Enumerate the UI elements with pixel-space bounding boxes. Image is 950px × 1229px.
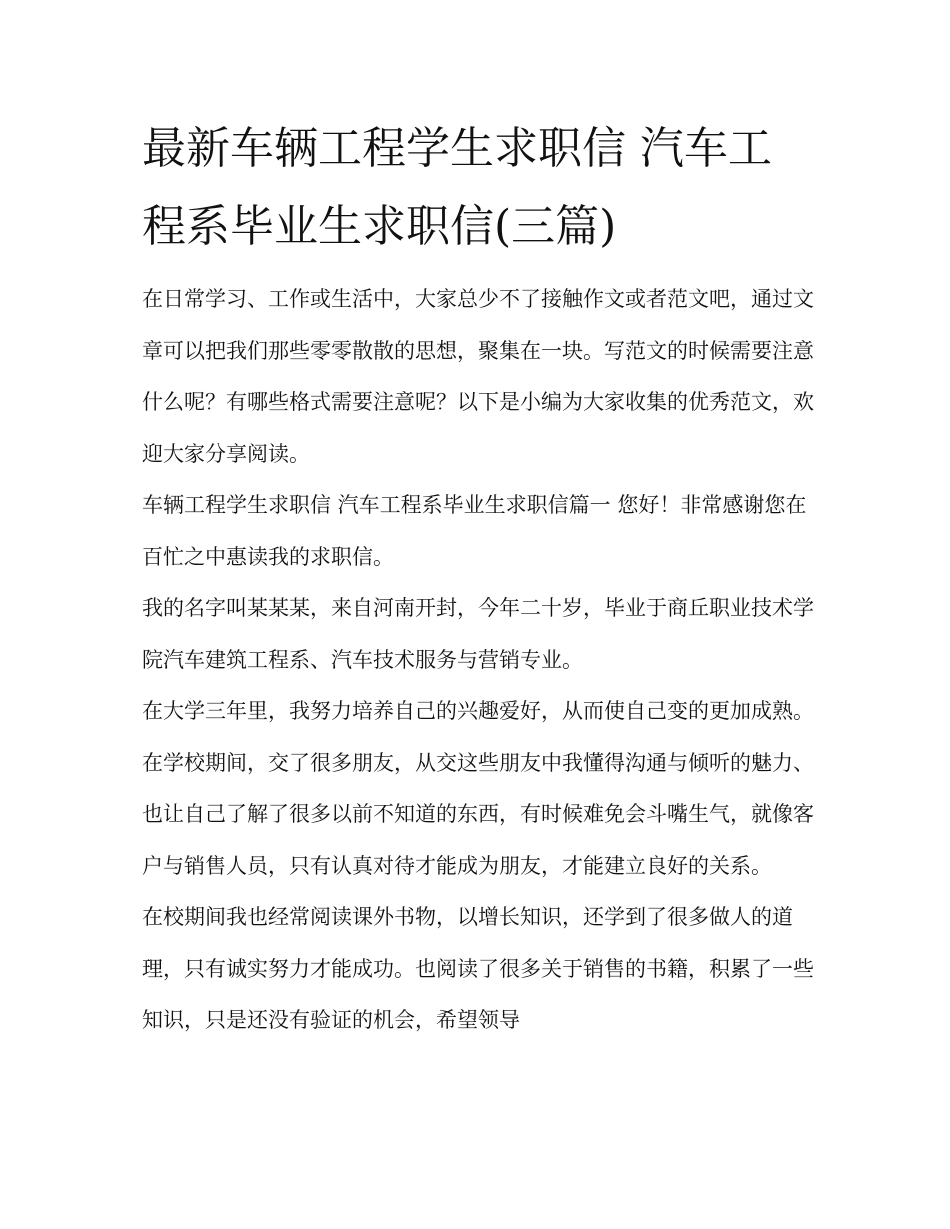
document-title: 最新车辆工程学生求职信 汽车工程系毕业生求职信(三篇) bbox=[142, 123, 772, 252]
paragraph-intro: 在日常学习、工作或生活中，大家总少不了接触作文或者范文吧，通过文章可以把我们那些零零散散的思想，聚集在一块。写范文的时候需要注意什么呢？有哪些格式需要注意呢？以下是小编为大家收集的优秀范文，欢迎大家分享阅读。 bbox=[142, 287, 814, 466]
paragraph-reading: 在校期间我也经常阅读课外书物，以增长知识，还学到了很多做人的道理，只有诚实努力才能成功。也阅读了很多关于销售的书籍，积累了一些知识，只是还没有验证的机会，希望领导 bbox=[142, 905, 814, 1032]
document-page bbox=[142, 110, 814, 1047]
paragraph-self-introduction: 我的名字叫某某某，来自河南开封，今年二十岁，毕业于商丘职业技术学院汽车建筑工程系、汽车技术服务与营销专业。 bbox=[142, 596, 814, 672]
document-body bbox=[142, 274, 814, 1047]
paragraph-college-experience: 在大学三年里，我努力培养自己的兴趣爱好，从而使自己变的更加成熟。在学校期间，交了很多朋友，从交这些朋友中我懂得沟通与倾听的魅力、也让自己了解了很多以前不知道的东西，有时候难免会斗嘴生气，就像客户与销售人员，只有认真对待才能成为朋友，才能建立良好的关系。 bbox=[142, 699, 814, 878]
paragraph-greeting: 车辆工程学生求职信 汽车工程系毕业生求职信篇一 您好！非常感谢您在百忙之中惠读我的求职信。 bbox=[142, 493, 807, 569]
